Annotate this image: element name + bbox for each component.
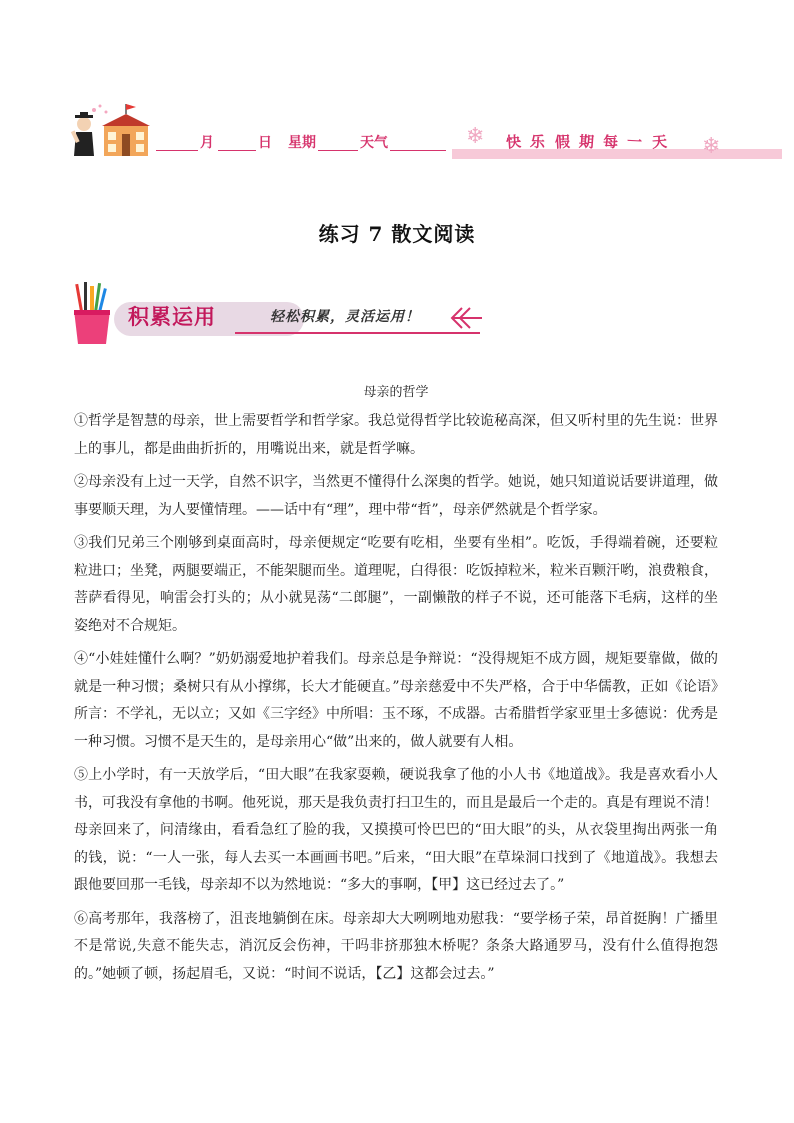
month-blank[interactable] [156, 150, 198, 151]
day-label: 日 [258, 135, 272, 151]
article-title: 母亲的哲学 [363, 385, 429, 400]
article-paragraph: ⑥高考那年，我落榜了，沮丧地躺倒在床。母亲却大大咧咧地劝慰我：“要学杨子荣，昂首挺胸！广播里不是常说,失意不能失志，消沉反会伤神，干吗非挤那独木桥呢？条条大路通罗马，没有什么值得抱怨的。”她顿了顿，扬起眉毛，又说：“时间不说话，【乙】这都会过去。” [74, 910, 718, 982]
pen-holder-icon [70, 280, 114, 346]
slogan-char: 天 [650, 132, 670, 152]
slogan-char: 快 [505, 132, 524, 152]
weekday-blank[interactable] [318, 150, 358, 151]
article-paragraph: ①哲学是智慧的母亲，世上需要哲学和哲学家。我总觉得哲学比较诡秘高深，但又听村里的先生说：世界上的事儿，都是曲曲折折的，用嘴说出来，就是哲学嘛。 [74, 413, 718, 457]
slogan-text [506, 131, 669, 152]
slogan-char: 假 [554, 132, 573, 152]
article-paragraph: ②母亲没有上过一天学，自然不识字，当然更不懂得什么深奥的哲学。她说，她只知道说话要讲道理，做事要顺天理，为人要懂情理。——话中有“理”，理中带“哲”，母亲俨然就是个哲学家。 [74, 474, 718, 518]
section-badge-text: 积累运用 [128, 305, 216, 329]
slogan-char: 期 [578, 132, 597, 152]
weekday-label: 星期 [288, 135, 316, 151]
slogan-char: 一 [626, 132, 645, 152]
double-arrow-left-icon [448, 304, 484, 334]
weather-blank[interactable] [390, 150, 446, 151]
graduate-school-icon [70, 104, 154, 160]
article-paragraph: ④“小娃娃懂什么啊？”奶奶溺爱地护着我们。母亲总是争辩说：“没得规矩不成方圆，规矩要靠做，做的就是一种习惯；桑树只有从小撑绑，长大才能硬直。”母亲慈爱中不失严格，合于中华儒教，正如《论语》所言：不学礼，无以立；又如《三字经》中所唱：玉不琢，不成器。古希腊哲学家亚里士多德说：优秀是一种习惯。习惯不是天生的，是母亲用心“做”出来的，做人就要有人相。 [74, 651, 718, 750]
slogan-char: 每 [602, 132, 621, 152]
weather-label: 天气 [360, 135, 388, 151]
slogan-char: 乐 [529, 132, 548, 152]
header-banner [70, 96, 782, 166]
day-blank[interactable] [218, 150, 256, 151]
motto-underline [235, 332, 480, 334]
article-paragraph: ③我们兄弟三个刚够到桌面高时，母亲便规定“吃要有吃相，坐要有坐相”。吃饭，手得端着碗，还要粒粒进口；坐凳，两腿要端正，不能架腿而坐。道理呢，白得很：吃饭掉粒米，粒米百颗汗哟，浪费粮食，菩萨看得见，响雷会打头的；从小就晃荡“二郎腿”，一副懒散的样子不说，还可能落下毛病，这样的坐姿绝对不合规矩。 [74, 535, 718, 634]
article-paragraph: ⑤上小学时，有一天放学后，“田大眼”在我家耍赖，硬说我拿了他的小人书《地道战》。我是喜欢看小人书，可我没有拿他的书啊。他死说，那天是我负责打扫卫生的，而且是最后一个走的。真是有理说不清！母亲回来了，问清缘由，看看急红了脸的我，又摸摸可怜巴巴的“田大眼”的头，从衣袋里掏出两张一角的钱，说：“一人一张，每人去买一本画画书吧。”后来，“田大眼”在草垛洞口找到了《地道战》。我想去跟他要回那一毛钱，母亲却不以为然地说：“多大的事啊，【甲】这已经过去了。” [74, 767, 718, 893]
snowflake-icon: ❄ [702, 134, 721, 159]
article [74, 384, 718, 994]
section-motto: 轻松积累，灵活运用！ [270, 309, 420, 325]
section-header [70, 280, 490, 350]
page-title: 练习 7 散文阅读 [318, 222, 476, 246]
month-label: 月 [200, 135, 214, 151]
snowflake-icon: ❄ [466, 124, 485, 149]
